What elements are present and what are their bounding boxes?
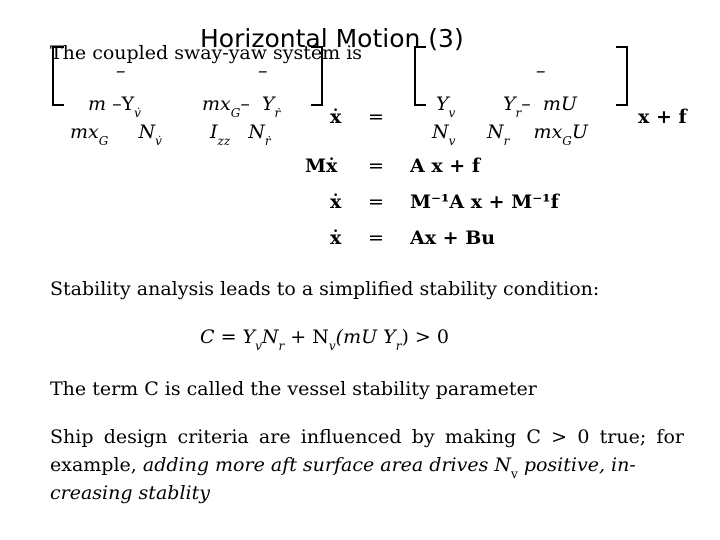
eq2-equals: =	[368, 191, 384, 213]
left-matrix-close-bracket	[311, 46, 323, 106]
criteria-line-1: Ship design criteria are influenced by making C > 0 true; for	[50, 426, 684, 448]
eq1-equals: =	[368, 155, 384, 177]
eq3-lhs: ẋ	[330, 227, 342, 249]
eq2-rhs: M⁻¹A x + M⁻¹f	[410, 191, 559, 213]
rhs-m11: $Y_v$	[436, 93, 456, 120]
eq1-rhs: A x + f	[410, 155, 481, 177]
rhs-m12: $Y_r-$ mU	[503, 93, 577, 120]
matrix-xdot: ẋ	[330, 106, 342, 128]
eq2-lhs: ẋ	[330, 191, 342, 213]
stability-term-text: The term C is called the vessel stability parameter	[50, 378, 537, 400]
slide-title: Horizontal Motion (3)	[200, 24, 464, 53]
rhs-minus-mark: –	[536, 60, 546, 82]
stability-condition: $C = Y_vN_r + N_v(mU$ $Y_r) > 0$	[200, 326, 449, 353]
lhs-m22: $I_{zz}$ $N_ṙ$	[210, 121, 271, 148]
intro-text: The coupled sway-yaw system is	[50, 42, 363, 64]
lhs-minus-mark-2: –	[258, 60, 268, 82]
eq1-lhs: Mẋ	[305, 155, 338, 177]
matrix-equals: =	[368, 106, 384, 128]
right-matrix-open-bracket	[414, 46, 426, 106]
eq3-equals: =	[368, 227, 384, 249]
criteria-line-2: example, adding more aft surface area drives $N_v$ positive, in-	[50, 454, 636, 481]
eq3-rhs: Ax + Bu	[410, 227, 496, 249]
lhs-m21: $mx_G$ $N_{v̇}$	[70, 121, 162, 148]
lhs-m11: m $-Y_{v̇}$	[88, 93, 141, 120]
criteria-line-3: creasing stablity	[50, 482, 210, 504]
right-matrix-close-bracket	[616, 46, 628, 106]
rhs-m21: $N_v$	[432, 121, 456, 148]
stability-intro-text: Stability analysis leads to a simplified stability condition:	[50, 278, 600, 300]
matrix-rhs-tail: x + f	[638, 106, 687, 128]
lhs-minus-mark-1: –	[116, 60, 126, 82]
lhs-m12: $mx_G-$ $Y_ṙ$	[202, 93, 281, 120]
rhs-m22: $N_r$ $mx_GU$	[487, 121, 588, 148]
left-matrix-open-bracket	[52, 46, 64, 106]
